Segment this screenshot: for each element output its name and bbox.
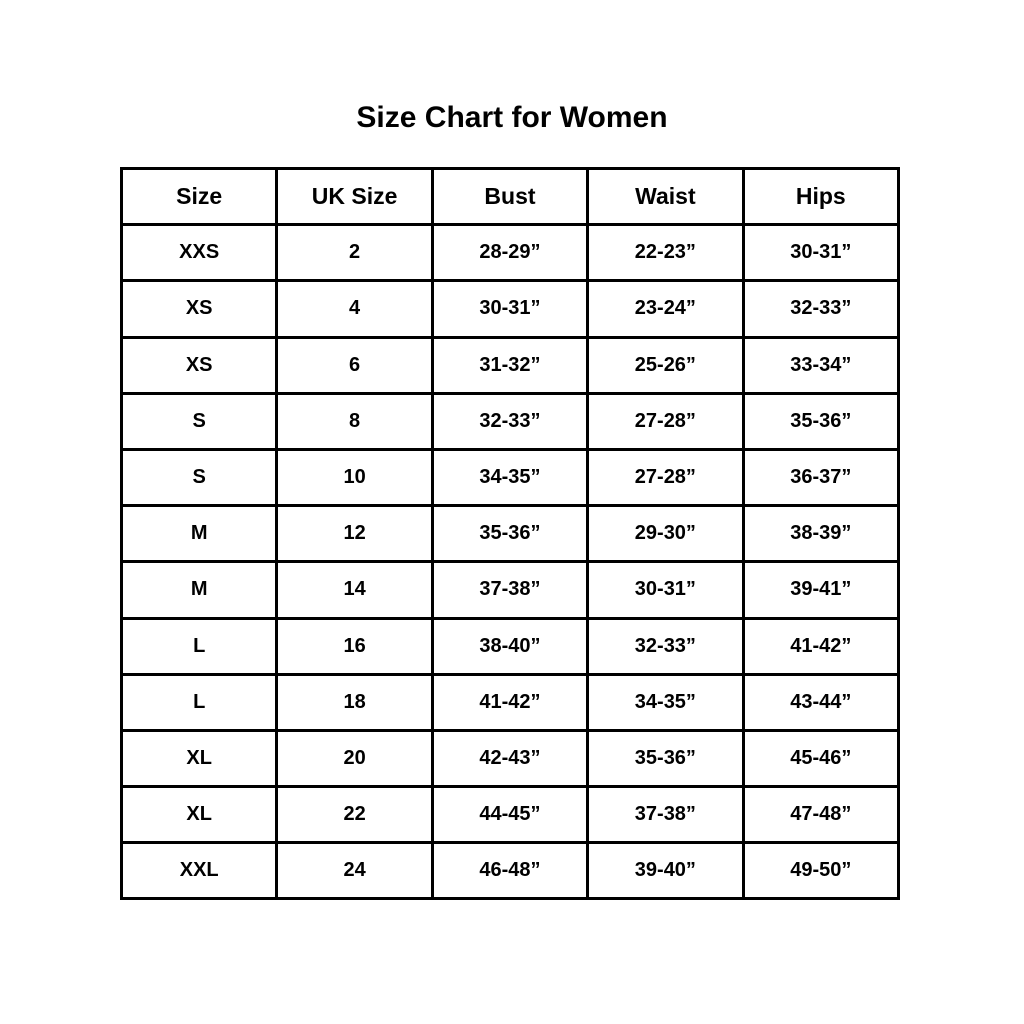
cell-waist: 22-23” bbox=[588, 225, 743, 281]
cell-bust: 31-32” bbox=[432, 337, 587, 393]
cell-size: XS bbox=[122, 281, 277, 337]
column-header-uk-size: UK Size bbox=[277, 169, 432, 225]
table-row bbox=[122, 730, 899, 786]
table-row bbox=[122, 225, 899, 281]
cell-bust: 28-29” bbox=[432, 225, 587, 281]
cell-hips: 45-46” bbox=[743, 730, 898, 786]
cell-hips: 47-48” bbox=[743, 787, 898, 843]
cell-size: XXS bbox=[122, 225, 277, 281]
table-row bbox=[122, 281, 899, 337]
column-header-size: Size bbox=[122, 169, 277, 225]
cell-hips: 43-44” bbox=[743, 674, 898, 730]
cell-waist: 27-28” bbox=[588, 449, 743, 505]
cell-waist: 35-36” bbox=[588, 730, 743, 786]
table-row bbox=[122, 843, 899, 899]
cell-size: XL bbox=[122, 730, 277, 786]
table-row bbox=[122, 337, 899, 393]
cell-size: M bbox=[122, 562, 277, 618]
cell-uk-size: 4 bbox=[277, 281, 432, 337]
cell-hips: 35-36” bbox=[743, 393, 898, 449]
cell-waist: 29-30” bbox=[588, 506, 743, 562]
table-row bbox=[122, 449, 899, 505]
cell-size: XS bbox=[122, 337, 277, 393]
cell-bust: 30-31” bbox=[432, 281, 587, 337]
table-header bbox=[122, 169, 899, 225]
cell-size: S bbox=[122, 393, 277, 449]
header-row bbox=[122, 169, 899, 225]
cell-uk-size: 22 bbox=[277, 787, 432, 843]
table-row bbox=[122, 787, 899, 843]
table-body bbox=[122, 225, 899, 899]
cell-bust: 37-38” bbox=[432, 562, 587, 618]
cell-size: L bbox=[122, 674, 277, 730]
page-title: Size Chart for Women bbox=[356, 101, 668, 134]
cell-uk-size: 8 bbox=[277, 393, 432, 449]
cell-size: L bbox=[122, 618, 277, 674]
column-header-waist: Waist bbox=[588, 169, 743, 225]
cell-size: XL bbox=[122, 787, 277, 843]
cell-waist: 32-33” bbox=[588, 618, 743, 674]
cell-uk-size: 12 bbox=[277, 506, 432, 562]
cell-uk-size: 16 bbox=[277, 618, 432, 674]
cell-waist: 37-38” bbox=[588, 787, 743, 843]
cell-waist: 34-35” bbox=[588, 674, 743, 730]
cell-hips: 49-50” bbox=[743, 843, 898, 899]
cell-hips: 33-34” bbox=[743, 337, 898, 393]
table-row bbox=[122, 618, 899, 674]
cell-uk-size: 2 bbox=[277, 225, 432, 281]
cell-size: S bbox=[122, 449, 277, 505]
cell-size: M bbox=[122, 506, 277, 562]
cell-hips: 30-31” bbox=[743, 225, 898, 281]
cell-bust: 41-42” bbox=[432, 674, 587, 730]
table-row bbox=[122, 506, 899, 562]
size-chart-table bbox=[120, 167, 900, 900]
cell-hips: 36-37” bbox=[743, 449, 898, 505]
cell-bust: 32-33” bbox=[432, 393, 587, 449]
cell-uk-size: 20 bbox=[277, 730, 432, 786]
cell-waist: 25-26” bbox=[588, 337, 743, 393]
cell-bust: 42-43” bbox=[432, 730, 587, 786]
cell-waist: 30-31” bbox=[588, 562, 743, 618]
cell-hips: 41-42” bbox=[743, 618, 898, 674]
cell-bust: 44-45” bbox=[432, 787, 587, 843]
cell-uk-size: 18 bbox=[277, 674, 432, 730]
cell-waist: 27-28” bbox=[588, 393, 743, 449]
cell-uk-size: 14 bbox=[277, 562, 432, 618]
column-header-hips: Hips bbox=[743, 169, 898, 225]
table-row bbox=[122, 393, 899, 449]
cell-hips: 39-41” bbox=[743, 562, 898, 618]
cell-bust: 34-35” bbox=[432, 449, 587, 505]
cell-waist: 39-40” bbox=[588, 843, 743, 899]
cell-waist: 23-24” bbox=[588, 281, 743, 337]
cell-size: XXL bbox=[122, 843, 277, 899]
cell-bust: 38-40” bbox=[432, 618, 587, 674]
cell-uk-size: 24 bbox=[277, 843, 432, 899]
table-row bbox=[122, 562, 899, 618]
table-row bbox=[122, 674, 899, 730]
column-header-bust: Bust bbox=[432, 169, 587, 225]
cell-hips: 38-39” bbox=[743, 506, 898, 562]
cell-uk-size: 6 bbox=[277, 337, 432, 393]
cell-bust: 46-48” bbox=[432, 843, 587, 899]
cell-hips: 32-33” bbox=[743, 281, 898, 337]
cell-bust: 35-36” bbox=[432, 506, 587, 562]
cell-uk-size: 10 bbox=[277, 449, 432, 505]
